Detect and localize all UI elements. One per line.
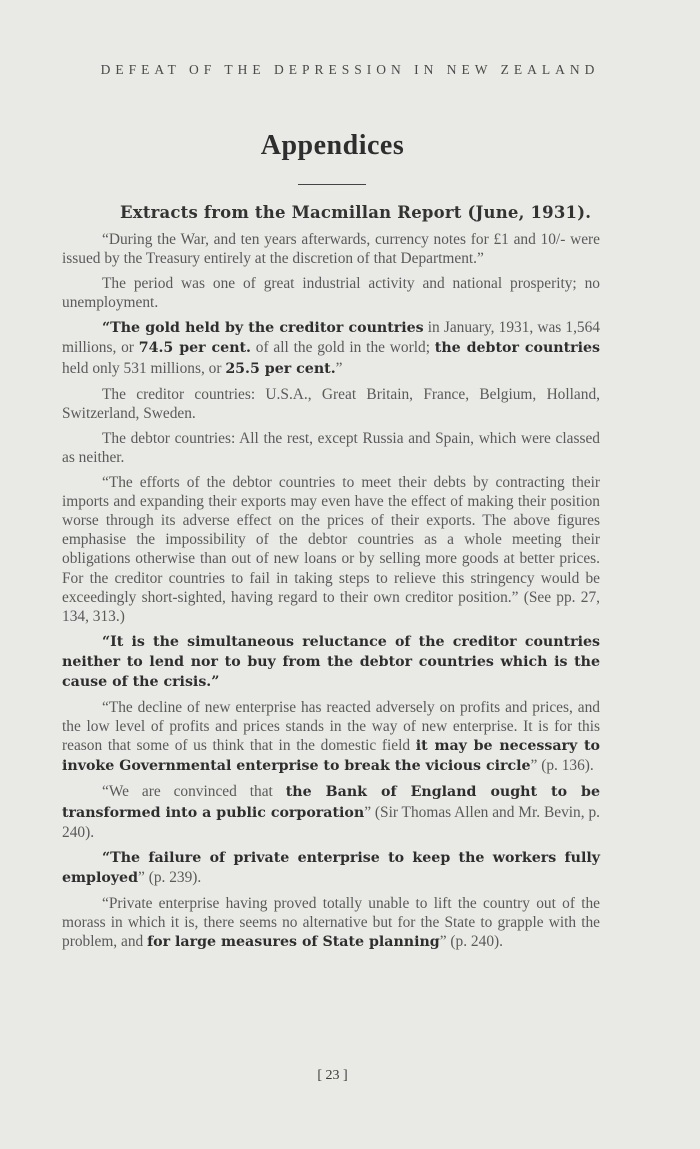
text-run: of all the gold in the world; (251, 339, 435, 357)
bold-text-run: 25.5 per cent. (225, 360, 336, 377)
paragraph (62, 385, 600, 423)
paragraph (62, 698, 600, 776)
paragraph (62, 429, 600, 467)
paragraph (62, 318, 600, 378)
text-run: ” (p. 239). (138, 868, 202, 886)
body-text (62, 230, 600, 958)
text-run: The debtor countries: All the rest, except Russia and Spain, which were classed as neither. (62, 429, 600, 466)
text-run: “We are convinced that (102, 783, 286, 801)
bold-text-run: 74.5 per cent. (138, 340, 251, 357)
paragraph (62, 894, 600, 952)
paragraph (62, 274, 600, 312)
bold-text-run: it may be necessary to invoke Governmental enterprise to break the vicious circle (62, 738, 600, 775)
text-run: ” (335, 359, 343, 377)
running-head: DEFEAT OF THE DEPRESSION IN NEW ZEALAND (100, 62, 600, 77)
text-run: “During the War, and ten years afterwards, currency notes for £1 and 10/- were issued by the Treasury entirely at the discretion of that Department.” (62, 231, 600, 268)
paragraph (62, 473, 600, 626)
text-run: ” (p. 240). (439, 933, 503, 951)
title-rule-divider (298, 184, 366, 185)
text-run: ” (p. 136). (530, 757, 594, 775)
bold-text-run: the Bank of England ought to be transformed into a public corporation (62, 784, 600, 821)
text-run: ” (Sir Thomas Allen and Mr. Bevin, p. 240). (62, 803, 600, 841)
text-run: “The efforts of the debtor countries to meet their debts by contracting their imports and expanding their exports may even have the effect of making their position worse through its adverse effect on the prices of their exports. The above figures emphasise the impossibility of the debtor countries as a whole meeting their obligations otherwise than out of new loans or by selling more goods at better prices. For the creditor countries to fail in taking steps to relieve this stringency would be exceedingly short-sighted, having regard to their own creditor position.” (See pp. 27, 134, 313.) (62, 474, 600, 625)
paragraph (62, 782, 600, 841)
text-run: held only 531 millions, or (62, 359, 226, 377)
text-run: The period was one of great industrial activity and national prosperity; no unemployment. (62, 275, 600, 312)
page-number: [ 23 ] (317, 1068, 348, 1083)
paragraph (62, 632, 600, 692)
bold-text-run: “The failure of private enterprise to keep the workers fully employed (62, 849, 600, 886)
bold-text-run: “The gold held by the creditor countries (102, 320, 424, 337)
paragraph (62, 848, 600, 888)
section-subheading: Extracts from the Macmillan Report (June, 1931). (120, 203, 592, 222)
text-run: in January, 1931, was 1,564 millions, or (62, 319, 600, 357)
paragraph (62, 230, 600, 268)
page-title: Appendices (260, 130, 405, 161)
bold-text-run: “It is the simultaneous reluctance of the creditor countries neither to lend nor to buy from the debtor countries which is the cause of the crisis.” (62, 633, 600, 690)
text-run: “The decline of new enterprise has reacted adversely on profits and prices, and the low level of profits and prices stands in the way of new enterprise. It is for this reason that some of us think that in the domestic field (62, 699, 600, 755)
bold-text-run: the debtor countries (434, 340, 601, 357)
bold-text-run: for large measures of State planning (147, 934, 440, 951)
text-run: The creditor countries: U.S.A., Great Britain, France, Belgium, Holland, Switzerland, Sweden. (62, 385, 600, 422)
text-run: “Private enterprise having proved totally unable to lift the country out of the morass in which it is, there seems no alternative but for the State to grapple with the problem, and (62, 894, 600, 951)
